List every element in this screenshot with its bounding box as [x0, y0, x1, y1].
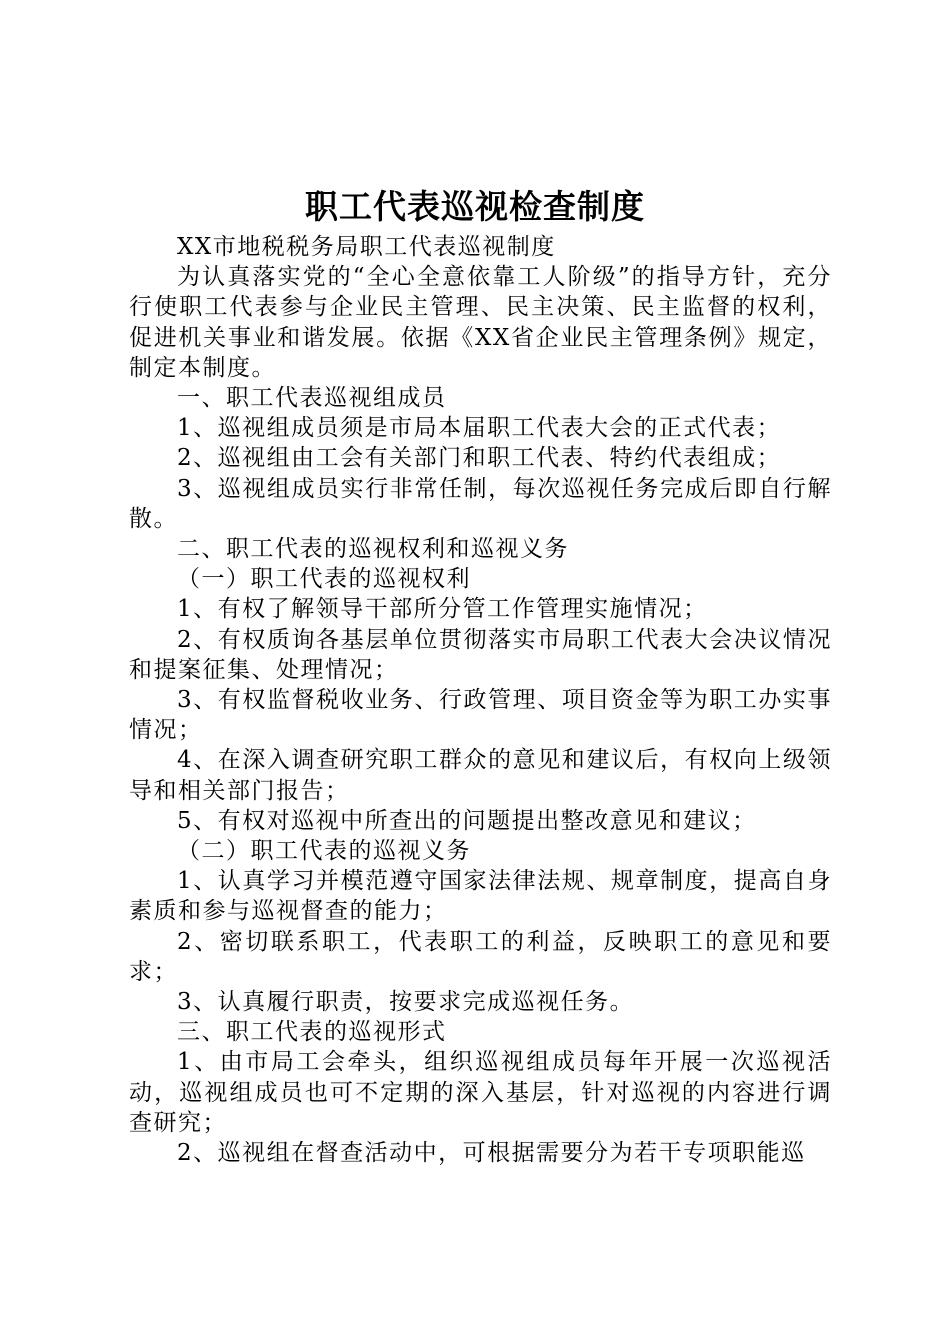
paragraph-item: 2、有权质询各基层单位贯彻落实市局职工代表大会决议情况和提案征集、处理情况； — [129, 626, 832, 683]
subsection-heading-duties: （二）职工代表的巡视义务 — [177, 838, 471, 865]
paragraph-preamble: 为认真落实党的“全心全意依靠工人阶级”的指导方针，充分行使职工代表参与企业民主管理、民主决策、民主监督的权利，促进机关事业和谐发展。依据《XX省企业民主管理条例》规定，制定本制度。 — [129, 264, 832, 381]
paragraph-subtitle: XX市地税税务局职工代表巡视制度 — [177, 234, 556, 260]
paragraph-item: 1、由市局工会牵头，组织巡视组成员每年开展一次巡视活动，巡视组成员也可不定期的深入基层，针对巡视的内容进行调查研究； — [129, 1049, 832, 1136]
paragraph-item: 3、有权监督税收业务、行政管理、项目资金等为职工办实事情况； — [129, 687, 832, 744]
section-heading-2: 二、职工代表的巡视权利和巡视义务 — [177, 536, 569, 563]
document-title: 职工代表巡视检查制度 — [305, 187, 645, 226]
subsection-heading-rights: （一）职工代表的巡视权利 — [177, 566, 471, 593]
paragraph-item: 3、认真履行职责，按要求完成巡视任务。 — [177, 989, 635, 1016]
paragraph-item: 5、有权对巡视中所查出的问题提出整改意见和建议； — [177, 807, 757, 834]
paragraph-item: 1、巡视组成员须是市局本届职工代表大会的正式代表； — [177, 415, 782, 442]
paragraph-item: 2、巡视组在督查活动中，可根据需要分为若干专项职能巡 — [177, 1140, 806, 1167]
section-heading-3: 三、职工代表的巡视形式 — [177, 1019, 447, 1046]
paragraph-item: 2、密切联系职工，代表职工的利益，反映职工的意见和要求； — [129, 928, 832, 985]
document-body — [129, 232, 832, 1168]
paragraph-item: 3、巡视组成员实行非常任制，每次巡视任务完成后即自行解散。 — [129, 475, 832, 532]
paragraph-item: 2、巡视组由工会有关部门和职工代表、特约代表组成； — [177, 445, 782, 472]
section-heading-1: 一、职工代表巡视组成员 — [177, 385, 447, 412]
paragraph-item: 1、认真学习并模范遵守国家法律法规、规章制度，提高自身素质和参与巡视督查的能力； — [129, 868, 832, 925]
paragraph-item: 4、在深入调查研究职工群众的意见和建议后，有权向上级领导和相关部门报告； — [129, 747, 832, 804]
paragraph-item: 1、有权了解领导干部所分管工作管理实施情况； — [177, 596, 708, 623]
